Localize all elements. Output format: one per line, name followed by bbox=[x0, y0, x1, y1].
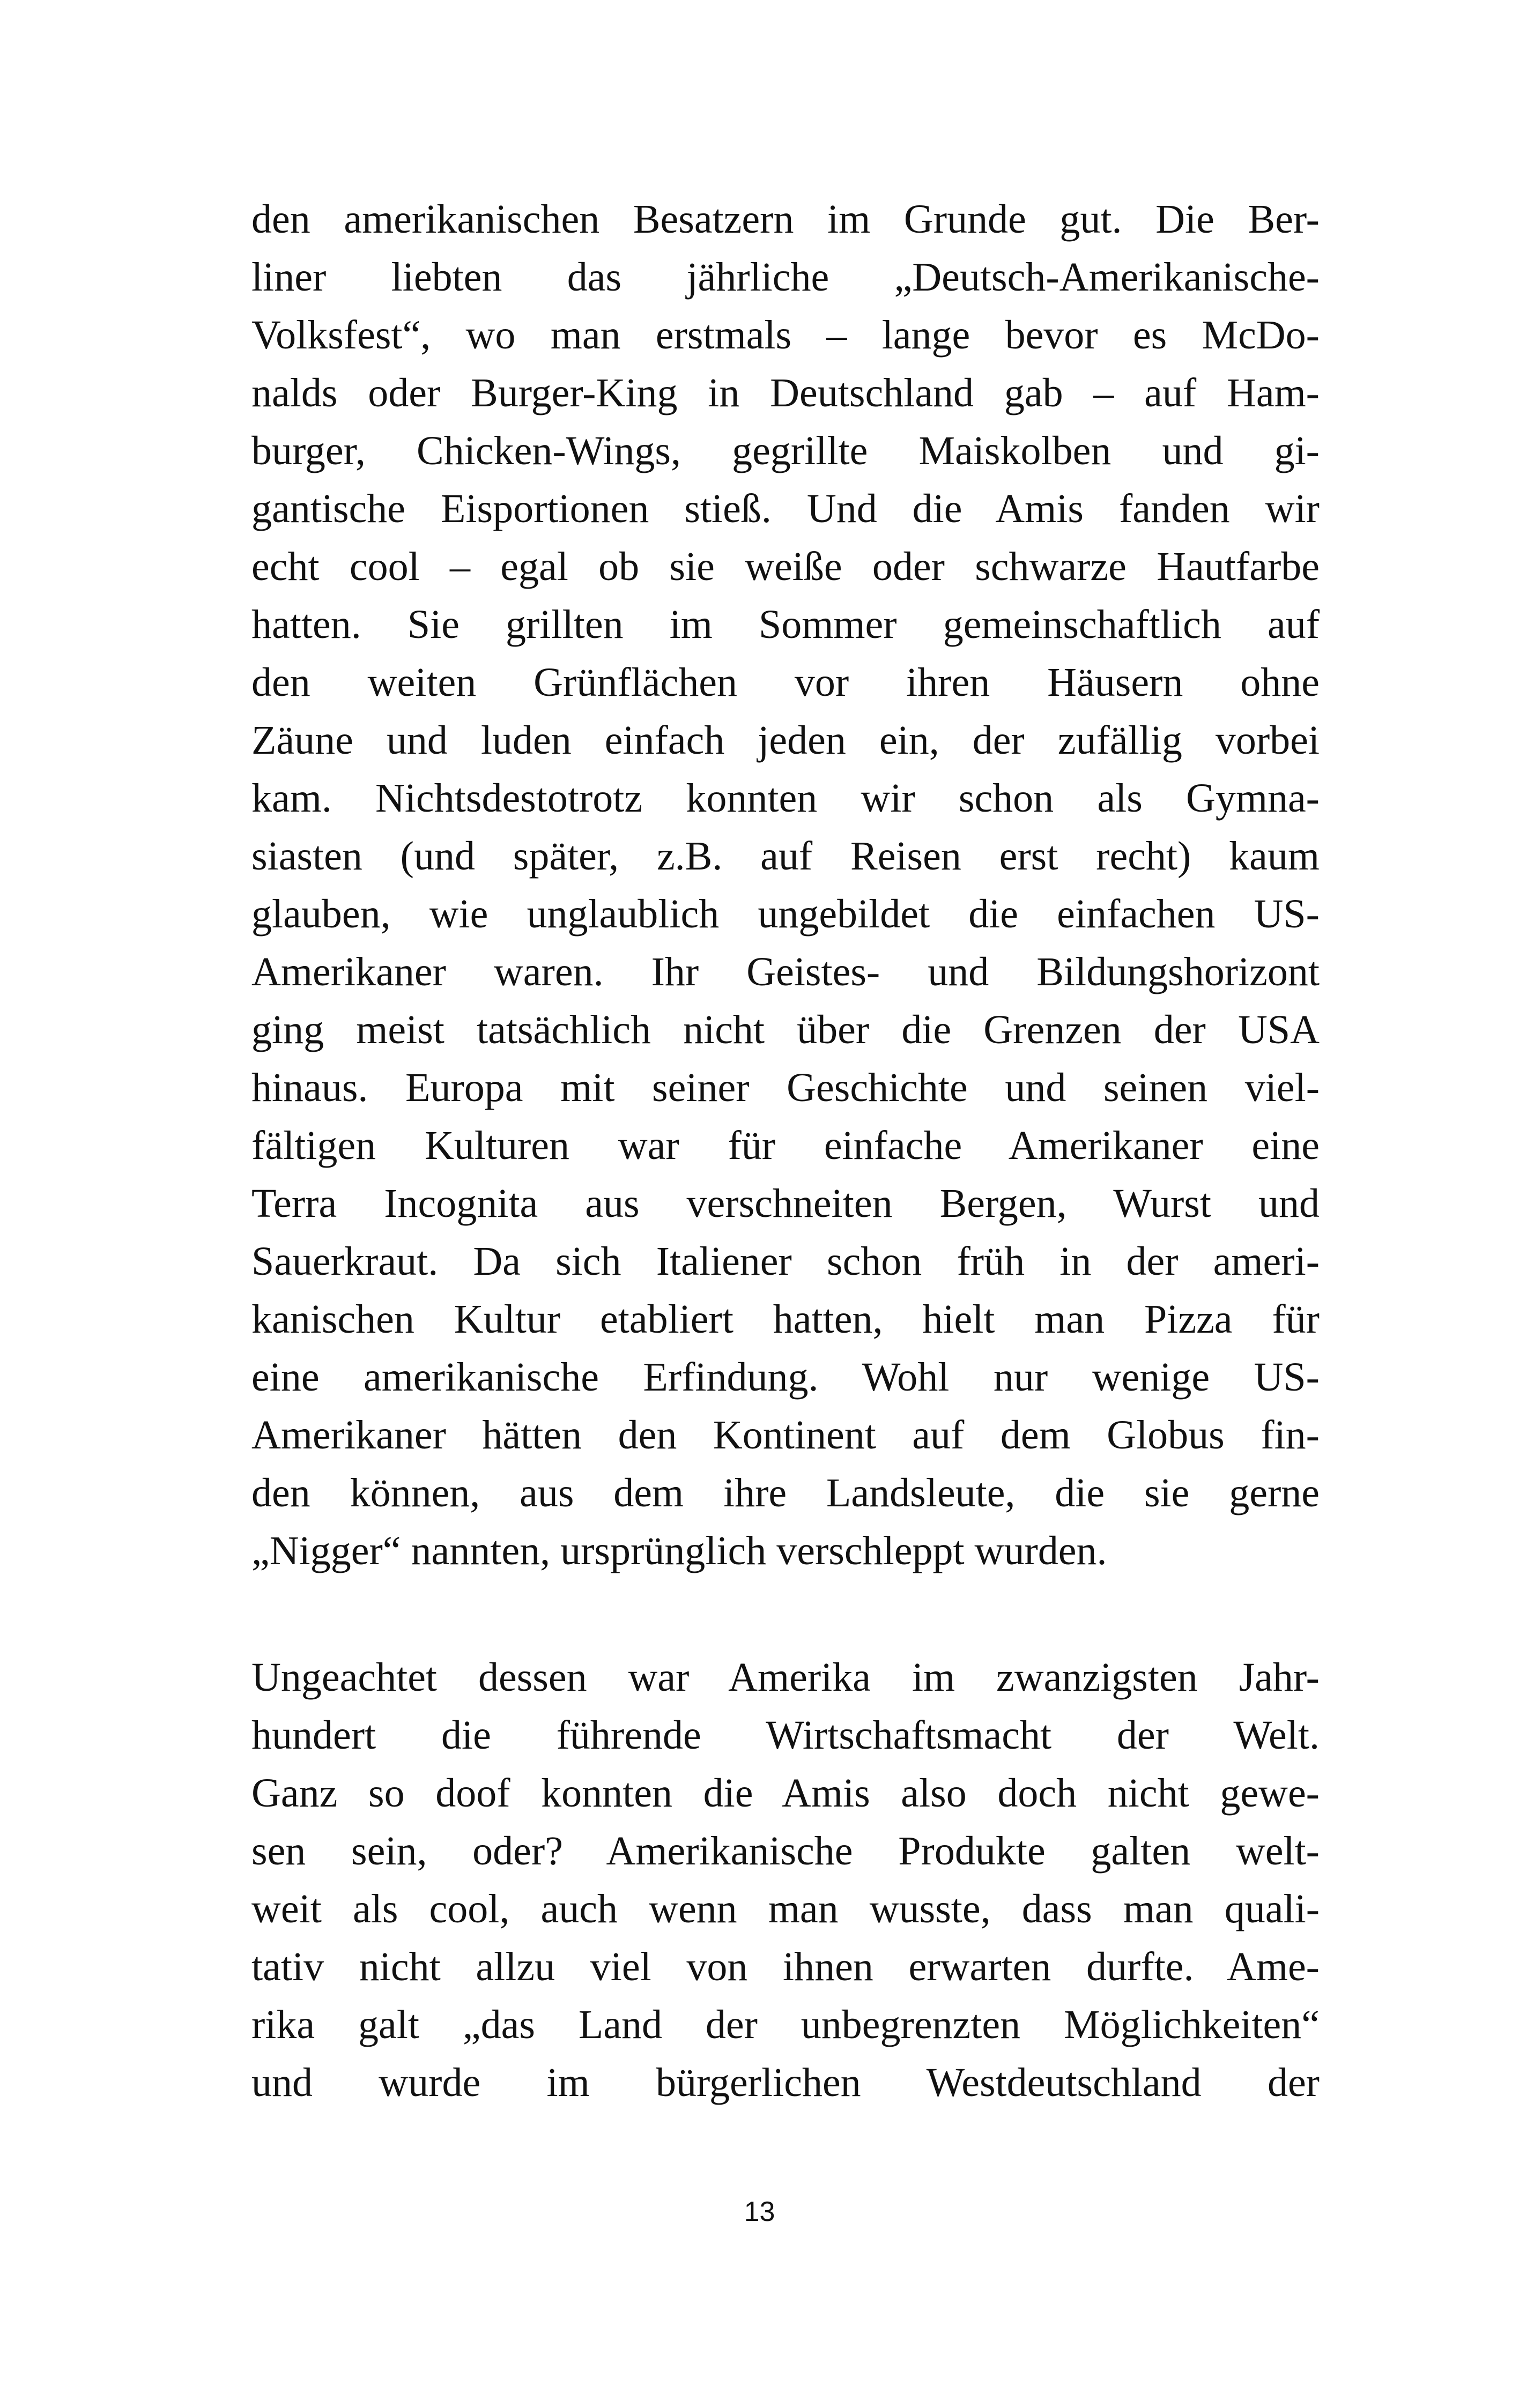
text-line: kam. Nichtsdestotrotz konnten wir schon als Gymna- bbox=[251, 776, 1320, 821]
text-line: und wurde im bürgerlichen Westdeutschland der bbox=[251, 2060, 1320, 2105]
text-line: gantische Eisportionen stieß. Und die Amis fanden wir bbox=[251, 486, 1320, 531]
text-line: weit als cool, auch wenn man wusste, dass man quali- bbox=[251, 1886, 1320, 1931]
text-line: nalds oder Burger-King in Deutschland gab – auf Ham- bbox=[251, 370, 1320, 415]
text-line: burger, Chicken-Wings, gegrillte Maiskolben und gi- bbox=[251, 428, 1320, 473]
text-line: hundert die führende Wirtschaftsmacht der Welt. bbox=[251, 1713, 1320, 1758]
text-line: Amerikaner waren. Ihr Geistes- und Bildungshorizont bbox=[251, 949, 1320, 994]
text-line: Volksfest“, wo man erstmals – lange bevor es McDo- bbox=[251, 313, 1320, 358]
text-line: siasten (und später, z.B. auf Reisen erst recht) kaum bbox=[251, 834, 1320, 879]
text-line: den amerikanischen Besatzern im Grunde gut. Die Ber- bbox=[251, 197, 1320, 242]
text-line: liner liebten das jährliche „Deutsch-Amerikanische- bbox=[251, 255, 1320, 300]
text-line: fältigen Kulturen war für einfache Amerikaner eine bbox=[251, 1123, 1320, 1168]
text-line: echt cool – egal ob sie weiße oder schwarze Hautfarbe bbox=[251, 544, 1320, 589]
text-line: den weiten Grünflächen vor ihren Häusern ohne bbox=[251, 660, 1320, 705]
text-line: hatten. Sie grillten im Sommer gemeinschaftlich auf bbox=[251, 602, 1320, 647]
text-line: kanischen Kultur etabliert hatten, hielt man Pizza für bbox=[251, 1297, 1320, 1342]
text-line: „Nigger“ nannten, ursprünglich verschleppt wurden. bbox=[251, 1528, 1107, 1573]
text-line: sen sein, oder? Amerikanische Produkte galten welt- bbox=[251, 1829, 1320, 1874]
text-line: Ganz so doof konnten die Amis also doch nicht gewe- bbox=[251, 1771, 1320, 1816]
text-line: Zäune und luden einfach jeden ein, der zufällig vorbei bbox=[251, 718, 1320, 763]
page-number: 13 bbox=[744, 2196, 775, 2227]
text-line: tativ nicht allzu viel von ihnen erwarten durfte. Ame- bbox=[251, 1944, 1320, 1989]
text-line: hinaus. Europa mit seiner Geschichte und seinen viel- bbox=[251, 1065, 1320, 1110]
text-line: rika galt „das Land der unbegrenzten Möglichkeiten“ bbox=[251, 2002, 1320, 2047]
text-line: Terra Incognita aus verschneiten Bergen, Wurst und bbox=[251, 1181, 1320, 1226]
paragraph-2 bbox=[251, 1648, 1320, 2112]
text-line: glauben, wie unglaublich ungebildet die einfachen US- bbox=[251, 891, 1320, 937]
text-line: Amerikaner hätten den Kontinent auf dem Globus fin- bbox=[251, 1413, 1320, 1458]
text-line: ging meist tatsächlich nicht über die Grenzen der USA bbox=[251, 1007, 1320, 1052]
text-line: den können, aus dem ihre Landsleute, die sie gerne bbox=[251, 1470, 1320, 1515]
text-line: eine amerikanische Erfindung. Wohl nur wenige US- bbox=[251, 1355, 1320, 1400]
text-line: Sauerkraut. Da sich Italiener schon früh in der ameri- bbox=[251, 1239, 1320, 1284]
paragraph-1 bbox=[251, 190, 1320, 1580]
text-line: Ungeachtet dessen war Amerika im zwanzigsten Jahr- bbox=[251, 1655, 1320, 1700]
